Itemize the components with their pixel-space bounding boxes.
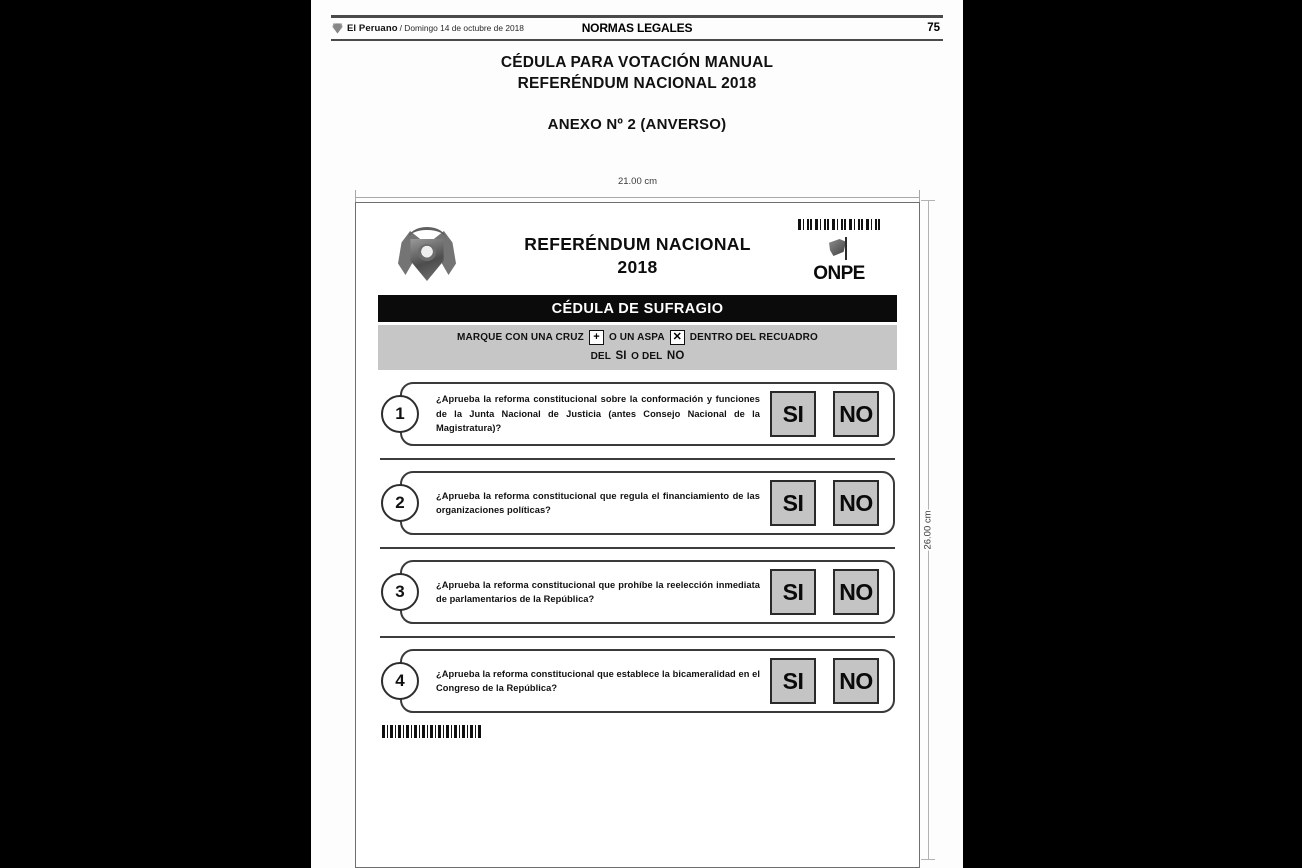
onpe-logo [791, 219, 887, 285]
ballot-black-band-text: CÉDULA DE SUFRAGIO [551, 300, 724, 317]
instruction-text-part3: DENTRO DEL RECUADRO [689, 332, 818, 343]
question-block[interactable] [395, 560, 895, 624]
question-text: ¿Aprueba la reforma constitucional sobre la conformación y funciones de la Junta Nacional de Justicia (antes Consejo Nacional de la Magistratura)? [436, 394, 760, 434]
instruction-text-part1: MARQUE CON UNA CRUZ [457, 332, 584, 343]
ballot-instructions-band [378, 325, 897, 370]
ballot-title-line2: 2018 [617, 257, 658, 278]
question-number: 1 [381, 395, 419, 433]
question-number: 3 [381, 573, 419, 611]
question-options [770, 391, 883, 437]
height-dimension-label: 26.00 cm [920, 509, 937, 550]
height-dimension-tick-bottom [921, 859, 935, 860]
question-options [770, 569, 883, 615]
question-text: ¿Aprueba la reforma constitucional que prohíbe la reelección inmediata de parlamentarios de la República? [436, 579, 760, 604]
masthead [331, 15, 943, 41]
question-text: ¿Aprueba la reforma constitucional que regula el financiamiento de las organizaciones políticas? [436, 490, 760, 515]
instruction-line2-si: SI [615, 350, 627, 362]
option-si-box[interactable]: SI [770, 569, 816, 615]
page-number: 75 [927, 22, 940, 34]
option-no-box[interactable]: NO [833, 391, 879, 437]
instruction-text-part2: O UN ASPA [608, 332, 665, 343]
masthead-date-text: Domingo 14 de octubre de 2018 [404, 23, 524, 33]
question-separator [380, 636, 895, 638]
onpe-flag-icon [826, 236, 852, 262]
width-dimension [355, 178, 920, 202]
questions-list [378, 382, 897, 713]
question-block[interactable] [395, 471, 895, 535]
question-separator [380, 458, 895, 460]
option-no-box[interactable]: NO [833, 658, 879, 704]
barcode-icon-top [798, 219, 880, 230]
document-subtitle: ANEXO Nº 2 (ANVERSO) [547, 116, 727, 133]
document-title-line1: CÉDULA PARA VOTACIÓN MANUAL [500, 54, 774, 71]
instruction-line2-prefix: DEL [590, 350, 612, 362]
ballot-title-line1: REFERÉNDUM NACIONAL [524, 234, 751, 254]
question-text: ¿Aprueba la reforma constitucional que establece la bicameralidad en el Congreso de la República? [436, 668, 760, 693]
ballot-sheet [355, 202, 920, 868]
masthead-section: NORMAS LEGALES [581, 21, 693, 35]
barcode-icon-bottom [382, 725, 482, 738]
masthead-brand: El Peruano [347, 22, 398, 34]
question-number: 4 [381, 662, 419, 700]
instruction-line2-middle: O DEL [631, 350, 663, 362]
masthead-rule-bottom [331, 39, 943, 42]
instruction-line2-no: NO [666, 350, 685, 362]
question-options [770, 480, 883, 526]
question-options [770, 658, 883, 704]
option-no-box[interactable]: NO [833, 569, 879, 615]
document-title-line2: REFERÉNDUM NACIONAL 2018 [517, 75, 757, 93]
width-dimension-label: 21.00 cm [617, 176, 658, 187]
x-mark-icon: ✕ [670, 330, 685, 345]
masthead-separator: / [399, 23, 402, 33]
option-si-box[interactable]: SI [770, 658, 816, 704]
document-title [351, 52, 923, 95]
option-si-box[interactable]: SI [770, 391, 816, 437]
option-si-box[interactable]: SI [770, 480, 816, 526]
question-block[interactable] [395, 649, 895, 713]
question-number: 2 [381, 484, 419, 522]
ballot-header [378, 219, 897, 293]
cross-mark-icon: + [589, 330, 604, 345]
document-page [311, 0, 963, 868]
question-block[interactable] [395, 382, 895, 446]
width-dimension-line [355, 197, 920, 198]
onpe-wordmark: ONPE [813, 263, 865, 284]
ballot-black-band [378, 295, 897, 322]
option-no-box[interactable]: NO [833, 480, 879, 526]
question-separator [380, 547, 895, 549]
